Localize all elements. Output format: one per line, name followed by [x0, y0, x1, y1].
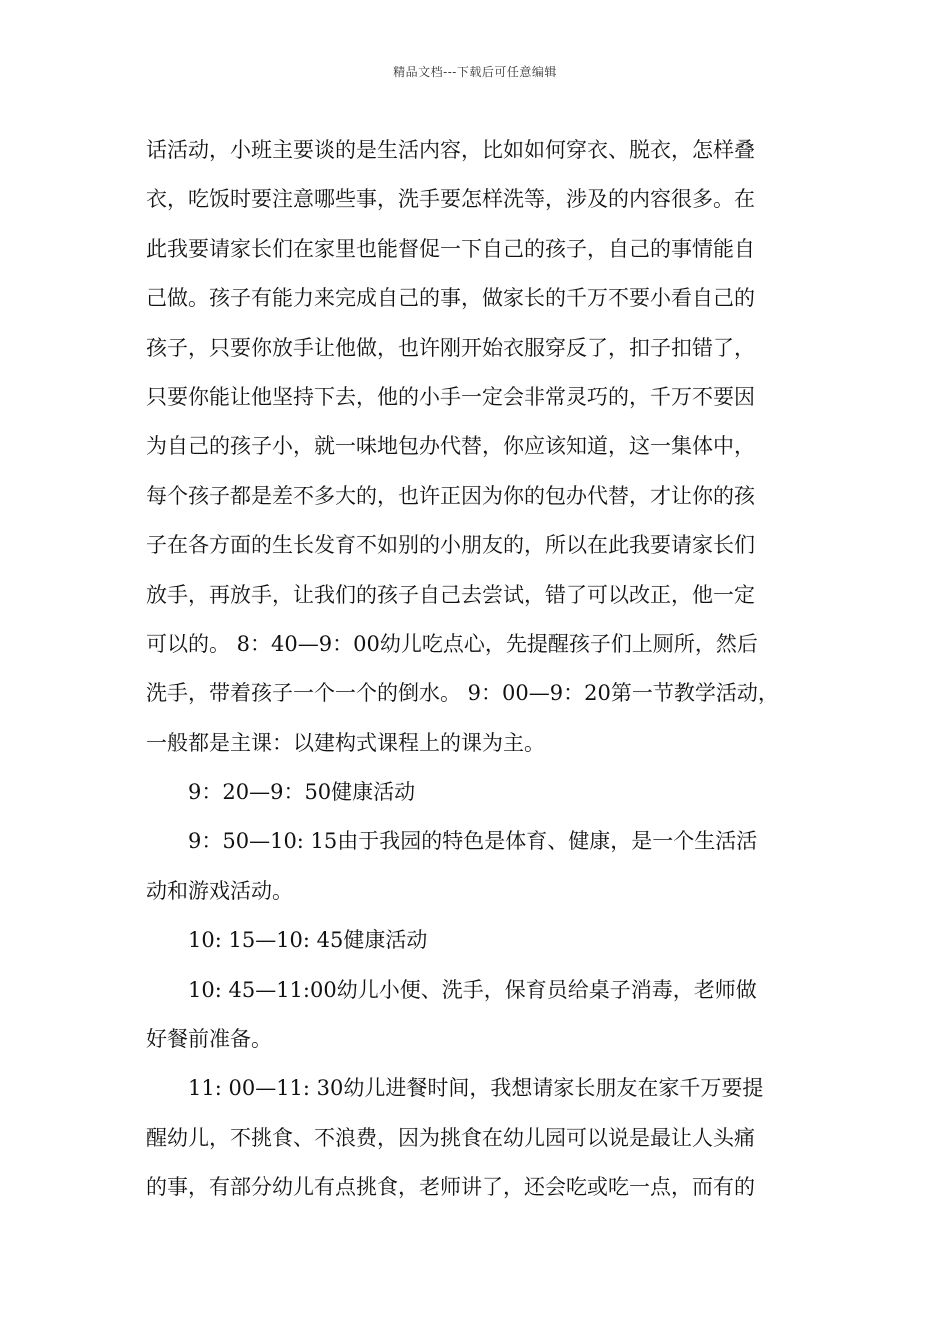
body-text — [146, 126, 826, 1213]
paragraph-line: 每个孩子都是差不多大的，也许正因为你的包办代替，才让你的孩 — [146, 483, 755, 508]
paragraph-line: 洗手，带着孩子一个一个的倒水。 9：00—9：20第一节教学活动， — [146, 681, 779, 706]
schedule-line: 9：20—9：50健康活动 — [188, 780, 416, 805]
paragraph-line: 好餐前准备。 — [146, 1027, 272, 1052]
schedule-line: 11: 00—11: 30幼儿进餐时间，我想请家长朋友在家千万要提 — [188, 1076, 764, 1101]
paragraph-line: 为自己的孩子小，就一味地包办代替，你应该知道，这一集体中， — [146, 434, 755, 459]
paragraph-line: 话活动，小班主要谈的是生活内容，比如如何穿衣、脱衣，怎样叠 — [146, 138, 755, 162]
schedule-line: 10: 15—10: 45健康活动 — [188, 928, 428, 953]
paragraph-line: 孩子，只要你放手让他做，也许刚开始衣服穿反了，扣子扣错了， — [146, 335, 755, 360]
page-header: 精品文档---下载后可任意编辑 — [393, 65, 557, 79]
paragraph-line: 一般都是主课：以建构式课程上的课为主。 — [146, 730, 545, 755]
paragraph-line: 放手，再放手，让我们的孩子自己去尝试，错了可以改正，他一定 — [146, 582, 755, 607]
schedule-line: 10: 45—11:00幼儿小便、洗手，保育员给桌子消毒，老师做 — [188, 977, 757, 1002]
paragraph-line: 己做。孩子有能力来完成自己的事，做家长的千万不要小看自己的 — [146, 286, 755, 311]
paragraph-line: 衣，吃饭时要注意哪些事，洗手要怎样洗等，涉及的内容很多。在 — [146, 187, 755, 212]
paragraph-line: 动和游戏活动。 — [146, 878, 293, 903]
paragraph-line: 的事，有部分幼儿有点挑食，老师讲了，还会吃或吃一点，而有的 — [146, 1175, 755, 1200]
paragraph-line: 子在各方面的生长发育不如别的小朋友的，所以在此我要请家长们 — [146, 533, 755, 558]
schedule-line: 9：50—10: 15由于我园的特色是体育、健康，是一个生活活 — [188, 829, 758, 854]
paragraph-line: 只要你能让他坚持下去，他的小手一定会非常灵巧的，千万不要因 — [146, 384, 755, 409]
paragraph-line: 此我要请家长们在家里也能督促一下自己的孩子，自己的事情能自 — [146, 236, 755, 261]
paragraph-line: 可以的。 8：40—9：00幼儿吃点心，先提醒孩子们上厕所，然后 — [146, 631, 758, 656]
paragraph-line: 醒幼儿，不挑食、不浪费，因为挑食在幼儿园可以说是最让人头痛 — [146, 1125, 755, 1150]
